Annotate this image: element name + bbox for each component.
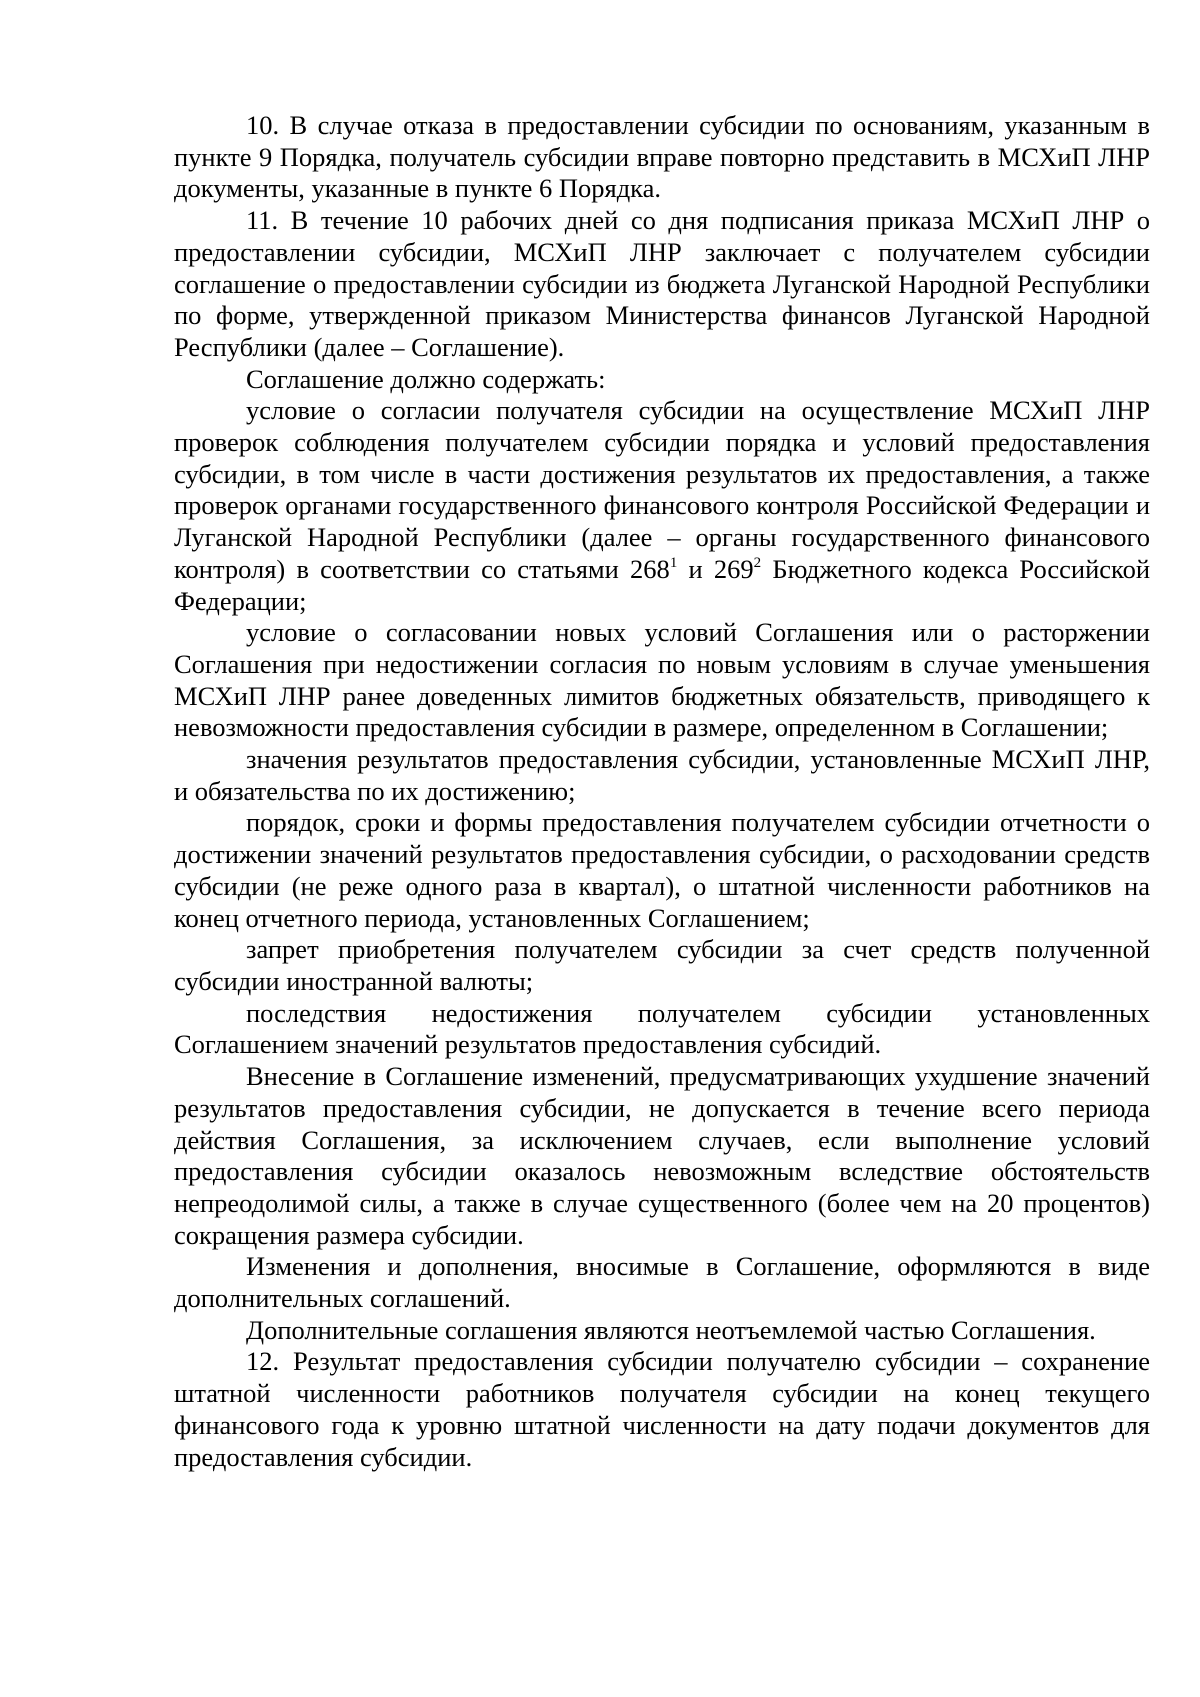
condition-inspections-text: условие о согласии получателя субсидии на осуществление МСХиП ЛНР проверок соблюдения получателем субсидии порядка и условий предоставления субсидии, в том числе в части достижения результатов их предоставления, а также проверок органами государственного финансового контроля Российской Федерации и Луганской Народной Республики (далее – органы государственного финансового контроля) в соответствии со статьями 268: [174, 395, 1150, 584]
agreement-contents-intro: Соглашение должно содержать:: [246, 363, 606, 394]
paragraph-10: 10. В случае отказа в предоставлении субсидии по основаниям, указанным в пункте 9 Порядка, получатель субсидии вправе повторно представить в МСХиП ЛНР документы, указанные в пункте 6 Порядка.: [174, 110, 1150, 204]
condition-new-terms: условие о согласовании новых условий Соглашения или о расторжении Соглашения при недостижении согласия по новым условиям в случае уменьшения МСХиП ЛНР ранее доведенных лимитов бюджетных обязательств, приводящего к невозможности предоставления субсидии в размере, определенном в Соглашении;: [174, 617, 1150, 743]
condition-inspections-text-3: Бюджетного кодекса Российской Федерации;: [174, 553, 1151, 616]
paragraph-integral-part: Дополнительные соглашения являются неотъемлемой частью Соглашения.: [246, 1314, 1096, 1345]
condition-consequences: последствия недостижения получателем субсидии установленных Соглашением значений результатов предоставления субсидий.: [174, 997, 1150, 1060]
condition-inspections: [174, 395, 1150, 617]
condition-reporting: порядок, сроки и формы предоставления получателем субсидии отчетности о достижении значений результатов предоставления субсидии, о расходовании средств субсидии (не реже одного раза в квартал), о штатной численности работников на конец отчетного периода, установленных Соглашением;: [174, 807, 1150, 933]
condition-result-values: значения результатов предоставления субсидии, установленные МСХиП ЛНР, и обязательства по их достижению;: [174, 744, 1150, 806]
article-269-superscript: 2: [753, 554, 762, 571]
paragraph-amendments: Изменения и дополнения, вносимые в Соглашение, оформляются в виде дополнительных соглашений.: [174, 1251, 1150, 1314]
paragraph-12: 12. Результат предоставления субсидии получателю субсидии – сохранение штатной численности работников получателя субсидии на конец текущего финансового года к уровню штатной численности на дату подачи документов для предоставления субсидии.: [174, 1346, 1150, 1472]
condition-inspections-text-2: и 269: [677, 553, 754, 584]
document-body: [174, 110, 1150, 1473]
condition-currency-ban: запрет приобретения получателем субсидии за счет средств полученной субсидии иностранной валюты;: [174, 934, 1150, 996]
paragraph-11: 11. В течение 10 рабочих дней со дня подписания приказа МСХиП ЛНР о предоставлении субсидии, МСХиП ЛНР заключает с получателем субсидии соглашение о предоставлении субсидии из бюджета Луганской Народной Республики по форме, утвержденной приказом Министерства финансов Луганской Народной Республики (далее – Соглашение).: [174, 205, 1150, 362]
article-268-superscript: 1: [669, 554, 678, 571]
paragraph-changes: Внесение в Соглашение изменений, предусматривающих ухудшение значений результатов предоставления субсидии, не допускается в течение всего периода действия Соглашения, за исключением случаев, если выполнение условий предоставления субсидии оказалось невозможным вследствие обстоятельств непреодолимой силы, а также в случае существенного (более чем на 20 процентов) сокращения размера субсидии.: [174, 1061, 1150, 1250]
